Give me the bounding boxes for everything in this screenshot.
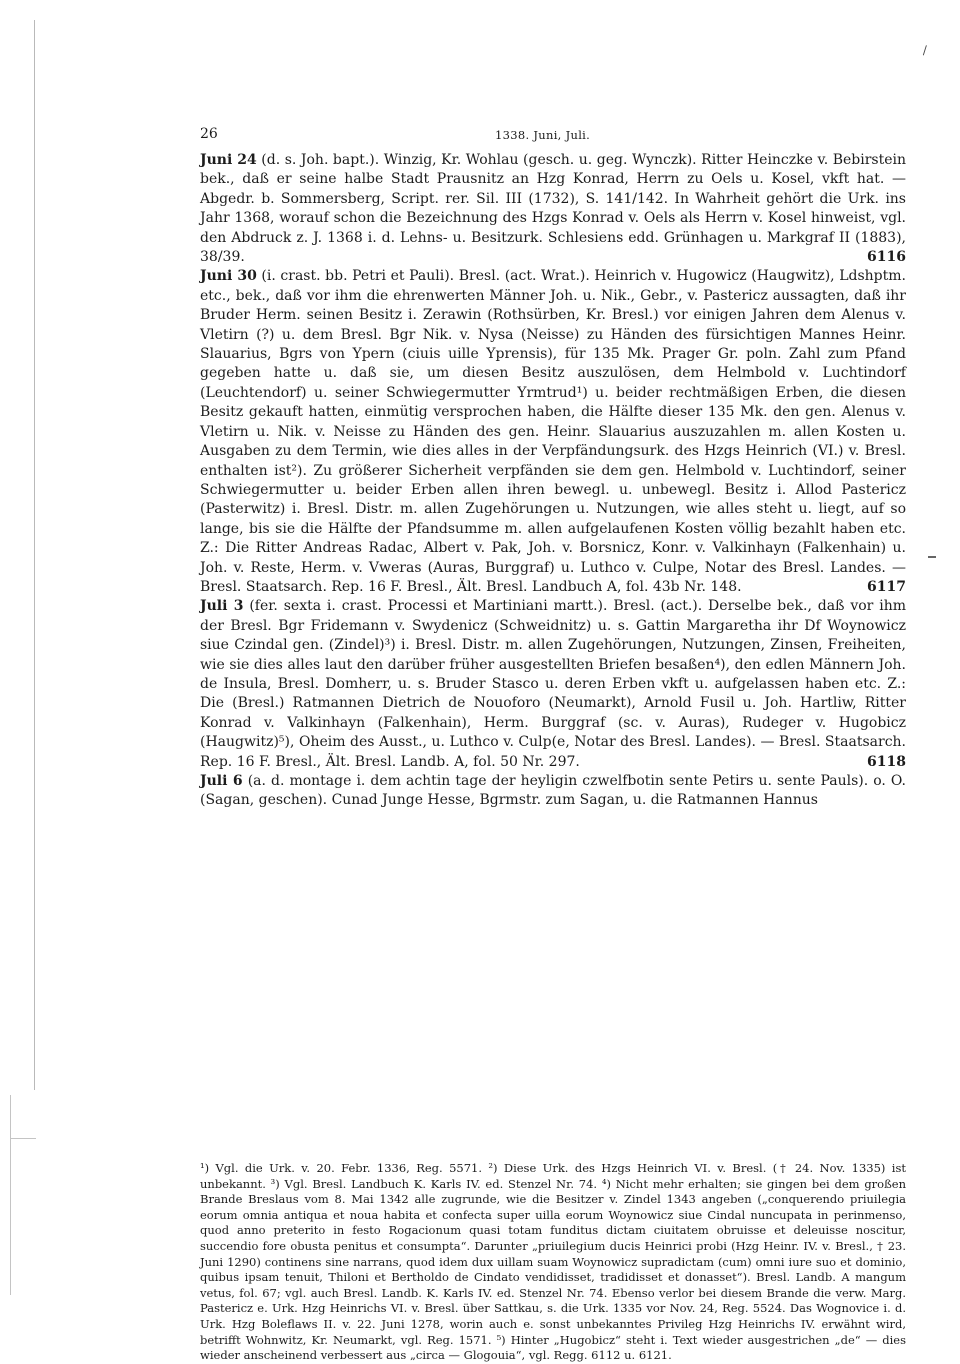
regest-number: 6117: [867, 578, 906, 595]
regest-number: 6118: [867, 753, 906, 770]
page-number: 26: [200, 126, 218, 142]
scan-speck: \: [919, 43, 931, 58]
regest-entry: [200, 597, 906, 772]
scan-margin-line: [34, 20, 35, 1090]
regest-entry: [200, 772, 906, 811]
page-header: [200, 126, 906, 144]
entry-text: (a. d. montage i. dem achtin tage der heyligin czwelfbotin sente Petirs u. sente Pauls). o. O. (Sagan, geschen). Cunad Junge Hesse, Bgrmstr. zum Sagan, u. die Ratmannen Hannus: [200, 773, 906, 809]
scan-margin-line: [10, 1138, 36, 1139]
entry-text: (fer. sexta i. crast. Processi et Martiniani martt.). Bresl. (act.). Derselbe bek., daß vor ihm der Bresl. Bgr Fridemann v. Swydenicz (Schweidnitz) u. s. Gattin Margaretha ihr Df Woynowicz siue Czindal gen. (Zindel)³) i. Bresl. Distr. m. allen Zugehörungen, Nutzungen, Zinsen, Freiheiten, wie sie dies alles laut den darüber früher ausgestellten Briefen besaßen⁴), den edlen Männern Joh. de Insula, Bresl. Domherr, u. s. Bruder Stasco u. deren Erben vkft u. aufgelassen haben etc. Z.: Die (Bresl.) Ratmannen Dietrich de Nouoforo (Neumarkt), Arnold Fusil u. Joh. Hartliw, Ritter Konrad v. Valkinhayn (Falkenhain), Herm. Burggraf (sc. v. Auras), Rudeger v. Hugobicz (Haugwitz)⁵), Oheim des Ausst., u. Luthco v. Culp(e, Notar des Bresl. Landes). — Bresl. Staatsarch. Rep. 16 F. Bresl., Ält. Bresl. Landb. A, fol. 50 Nr. 297.: [200, 598, 906, 770]
scan-speck: [928, 556, 936, 558]
entry-text: (i. crast. bb. Petri et Pauli). Bresl. (act. Wrat.). Heinrich v. Hugowicz (Haugwitz), Ldshptm. etc., bek., daß vor ihm die ehrenwerten Männer Joh. u. Nik., Gebr., v. Pastericz aussagten, daß ihr Bruder Herm. seinen Besitz i. Zerawin (Rothsürben, Kr. Bresl.) vor einigen Jahren dem Alenus v. Vletirn (?) u. dem Bresl. Bgr Nik. v. Nysa (Neisse) zu Händen des fürsichtigen Mannes Heinr. Slauarius, Bgrs von Ypern (ciuis uille Yprensis), für 135 Mk. Prager Gr. poln. Zahl zum Pfand gegeben hatte u. daß sie, um diesen Besitz auszulösen, dem Helmbold v. Luchtindorf (Leuchtendorf) u. seiner Schwiegermutter Yrmtrud¹) u. beider rechtmäßigen Erben, die diesen Besitz gekauft hatten, einmütig versprochen haben, die Hälfte dieser 135 Mk. den gen. Alenus v. Vletirn u. Nik. v. Neisse zu Händen des gen. Heinr. Slauarius auszuzahlen m. allen Kosten u. Ausgaben zu dem Termin, wie dies alles in der Verpfändungsurk. des Hzgs Heinrich (VI.) v. Bresl. enthalten ist²). Zu größerer Sicherheit verpfänden sie dem gen. Helmbold v. Luchtindorf, seiner Schwiegermutter u. beider Erben allen ihren bewegl. u. unbewegl. Besitz i. Allod Pastericz (Pasterwitz) i. Bresl. Distr. m. allen Zugehörungen u. Nutzungen, wie alles steht u. liegt, auf so lange, bis sie die Hälfte der Pfandsumme m. allen aufgelaufenen Kosten völlig bezahlt haben etc. Z.: Die Ritter Andreas Radac, Albert v. Pak, Joh. v. Borsnicz, Konr. v. Valkinhayn (Falkenhain) u. Joh. v. Reste, Herm. v. Vweras (Auras, Burggraf) u. Luthco v. Culpe, Notar des Bresl. Landes. — Bresl. Staatsarch. Rep. 16 F. Bresl., Ält. Bresl. Landbuch A, fol. 43b Nr. 148.: [200, 268, 906, 595]
regest-number: 6116: [867, 249, 906, 266]
footnote-text: ¹) Vgl. die Urk. v. 20. Febr. 1336, Reg. 5571. ²) Diese Urk. des Hzgs Heinrich VI. v. Bresl. († 24. Nov. 1335) ist unbekannt. ³) Vgl. Bresl. Landbuch K. Karls IV. ed. Stenzel Nr. 74. ⁴) Nicht mehr erhalten; sie gingen bei dem großen Brande Breslaus vom 8. Mai 1342 alle zugrunde, wie die Besitzer v. Zindel 1343 angeben („conquerendo priuilegia eorum omnia antiqua et noua habita et confecta super uilla eorum Woynowicz siue Cindal nuncupata in perinmensо, quod anno preterito in festo Rogacionum quasi totam funditus dictam ciuitatem obruisse et deleuisse noscitur, succendio fore obusta penitus et consumpta“. Darunter „priuilegium ducis Heinrici probi (Hzg Heinr. IV. v. Bresl., † 23. Juni 1290) continens sine narrans, quod idem dux uillam suam Woynowicz supradictam (cum) omni iure suo et dominio, quibus ipsam tenuit, Thiloni et Bertholdo de Cindato vendidisset, tradidisset et donasset“). Bresl. Landb. A mangum vetus, fol. 67; vgl. auch Bresl. Landb. K. Karls IV. ed. Stenzel Nr. 74. Ebenso verlor bei diesem Brande die verw. Marg. Pastericz e. Urk. Hzg Heinrichs VI. v. Bresl. über Sattkau, s. die Urk. 1335 vor Nov. 24, Reg. 5524. Das Wognovice i. d. Urk. Hzg Boleflaws II. v. 22. Juni 1278, worin auch e. sonst unbekanntes Privileg Hzg Heinrichs IV. erwähnt wird, betrifft Wohnwitz, Kr. Neumarkt, vgl. Reg. 1571. ⁵) Hinter „Hugobicz“ steht i. Text wieder ausgestrichen „de“ — dies wieder anscheinend verbessert aus „circa — Glogouia“, vgl. Regg. 6112 u. 6121.: [200, 1161, 906, 1363]
entry-text: (d. s. Joh. bapt.). Winzig, Kr. Wohlau (gesch. u. geg. Wynczk). Ritter Heinczke v. Bebirstein bek., daß er seine halbe Stadt Prausnitz an Hzg Konrad, Herrn zu Oels u. Kosel, vkft hat. — Abgedr. b. Sommersberg, Script. rer. Sil. III (1732), S. 141/142. In Wahrheit gehört die Urk. ins Jahr 1368, worauf schon die Bezeichnung des Hzgs Konrad v. Oels als Herrn v. Kosel hinweist, vgl. den Abdruck z. J. 1368 i. d. Lehns- u. Besitzurk. Schlesiens edd. Grünhagen u. Markgraf II (1883), 38/39.: [200, 152, 906, 266]
entry-date: Juli 6: [200, 773, 243, 790]
document-body: [200, 151, 906, 811]
entry-date: Juni 24: [200, 152, 257, 168]
scan-margin-line: [10, 1095, 11, 1295]
running-title: 1338. Juni, Juli.: [495, 128, 591, 142]
regest-entry: [200, 267, 906, 597]
entry-date: Juli 3: [200, 598, 244, 615]
entry-date: Juni 30: [200, 268, 257, 285]
footnotes: [200, 1161, 906, 1364]
